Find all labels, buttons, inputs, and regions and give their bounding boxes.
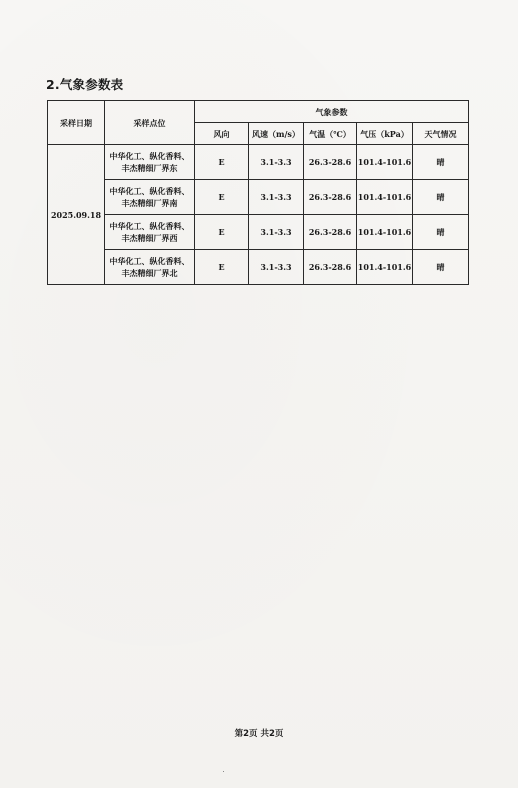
wind-speed-cell: 3.1-3.3 bbox=[249, 215, 304, 250]
wind-direction-cell: E bbox=[195, 215, 249, 250]
section-title: 2.气象参数表 bbox=[46, 77, 124, 92]
site-line-2: 丰杰精细厂界南 bbox=[121, 198, 178, 208]
pressure-cell: 101.4-101.6 bbox=[357, 180, 413, 215]
site-cell bbox=[105, 180, 195, 215]
site-line-1: 中华化工、纵化香料、 bbox=[109, 186, 190, 196]
table-row bbox=[48, 180, 469, 215]
temperature-cell: 26.3-28.6 bbox=[304, 145, 357, 180]
site-line-2: 丰杰精细厂界北 bbox=[121, 268, 178, 278]
wind-speed-cell: 3.1-3.3 bbox=[249, 180, 304, 215]
temperature-cell: 26.3-28.6 bbox=[304, 215, 357, 250]
site-line-1: 中华化工、纵化香料、 bbox=[109, 256, 190, 266]
header-temperature: 气温（℃） bbox=[304, 123, 357, 145]
header-date: 采样日期 bbox=[48, 101, 105, 145]
wind-speed-cell: 3.1-3.3 bbox=[249, 145, 304, 180]
header-meteorological-params: 气象参数 bbox=[195, 101, 469, 123]
scan-speck bbox=[223, 771, 224, 772]
meteorological-table bbox=[47, 100, 469, 285]
weather-cell: 晴 bbox=[413, 180, 469, 215]
header-site: 采样点位 bbox=[105, 101, 195, 145]
table-row bbox=[48, 145, 469, 180]
header-weather: 天气情况 bbox=[413, 123, 469, 145]
site-line-1: 中华化工、纵化香料、 bbox=[109, 151, 190, 161]
header-pressure: 气压（kPa） bbox=[357, 123, 413, 145]
site-line-2: 丰杰精细厂界西 bbox=[121, 233, 178, 243]
wind-direction-cell: E bbox=[195, 145, 249, 180]
weather-cell: 晴 bbox=[413, 215, 469, 250]
site-line-2: 丰杰精细厂界东 bbox=[121, 163, 178, 173]
weather-cell: 晴 bbox=[413, 145, 469, 180]
table-row bbox=[48, 215, 469, 250]
header-wind-speed: 风速（m/s） bbox=[249, 123, 304, 145]
header-row-1 bbox=[48, 101, 469, 123]
pressure-cell: 101.4-101.6 bbox=[357, 250, 413, 285]
pressure-cell: 101.4-101.6 bbox=[357, 145, 413, 180]
pressure-cell: 101.4-101.6 bbox=[357, 215, 413, 250]
temperature-cell: 26.3-28.6 bbox=[304, 250, 357, 285]
table-row bbox=[48, 250, 469, 285]
wind-direction-cell: E bbox=[195, 180, 249, 215]
weather-cell: 晴 bbox=[413, 250, 469, 285]
temperature-cell: 26.3-28.6 bbox=[304, 180, 357, 215]
site-line-1: 中华化工、纵化香料、 bbox=[109, 221, 190, 231]
wind-direction-cell: E bbox=[195, 250, 249, 285]
site-cell bbox=[105, 250, 195, 285]
page-footer: 第2页 共2页 bbox=[234, 729, 284, 739]
header-wind-direction: 风向 bbox=[195, 123, 249, 145]
wind-speed-cell: 3.1-3.3 bbox=[249, 250, 304, 285]
site-cell bbox=[105, 145, 195, 180]
site-cell bbox=[105, 215, 195, 250]
sampling-date-cell: 2025.09.18 bbox=[48, 145, 105, 285]
